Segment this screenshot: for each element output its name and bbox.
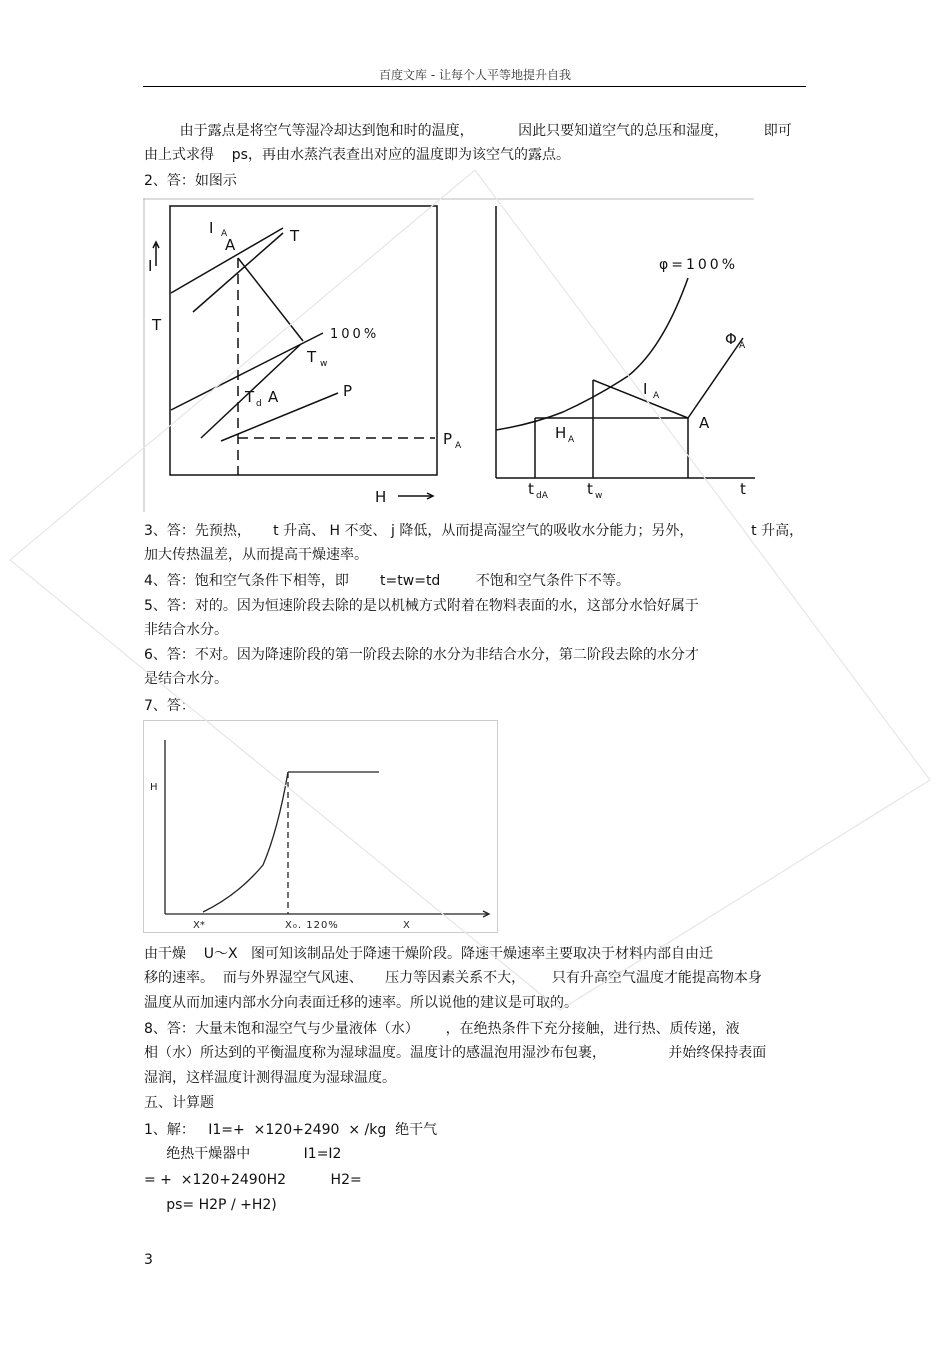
label-h-axis: H <box>375 488 387 506</box>
label-ia-sub: A <box>221 229 228 239</box>
label-tw-right-sub: w <box>595 491 603 501</box>
calc-line-3: = + ×120+2490H2 H2= <box>144 1172 362 1188</box>
label-tda-sub: dA <box>536 491 548 501</box>
p-line <box>221 393 338 441</box>
falling-rate-curve <box>203 772 288 912</box>
label-tda: t <box>528 480 534 498</box>
label-p: P <box>343 382 353 400</box>
answer-5-line-2: 非结合水分。 <box>144 622 228 638</box>
label-t-line: T <box>290 227 300 245</box>
label-ia: I <box>209 219 214 237</box>
answer-4: 4、答：饱和空气条件下相等，即 t=tw=td 不饱和空气条件下不等。 <box>144 573 630 589</box>
adiabatic-line <box>238 258 303 341</box>
answer-8-line-3: 湿润，这样温度计测得温度为湿球温度。 <box>144 1070 396 1086</box>
header-rule <box>143 86 806 87</box>
label-t-axis: T <box>152 316 162 334</box>
label-100pct: 100% <box>330 327 380 342</box>
paragraph-line: 由上式求得 ps，再由水蒸汽表查出对应的温度即为该空气的露点。 <box>144 147 570 163</box>
analysis-line-1: 由干燥 U～X 图可知该制品处于降速干燥阶段。降速干燥速率主要取决于材料内部自由迁 <box>144 946 713 962</box>
label-td-a: A <box>268 388 279 406</box>
answer-5-line-1: 5、答：对的。因为恒速阶段去除的是以机械方式附着在物料表面的水，这部分水恰好属于 <box>144 598 699 614</box>
paragraph-line: 由于露点是将空气等湿冷却达到饱和时的温度， 因此只要知道空气的总压和湿度， 即可 <box>144 123 792 139</box>
label-tw: T <box>307 348 317 366</box>
label-a: A <box>225 236 236 254</box>
answer-6-line-2: 是结合水分。 <box>144 671 228 687</box>
calc-line-2: 绝热干燥器中 I1=I2 <box>144 1146 342 1162</box>
label-i: I <box>148 257 153 275</box>
figure2-label-xstar: X* <box>193 920 205 931</box>
label-phi-a: Φ <box>725 330 737 348</box>
answer-3-line-1: 3、答：先预热， t 升高、 H 不变、 j 降低，从而提高湿空气的吸收水分能力；另外， t 升高， <box>144 523 804 539</box>
page-header: 百度文库 - 让每个人平等地提升自我 <box>379 68 571 82</box>
label-point-a: A <box>699 414 710 432</box>
calc-line-4: ps= H2P / +H2) <box>144 1197 277 1213</box>
ia-line <box>593 380 688 418</box>
figure-ih-diagram <box>143 198 755 512</box>
answer-2: 2、答：如图示 <box>144 173 237 189</box>
figure2-label-h: H <box>150 782 158 793</box>
figure-drying-curve <box>143 720 499 934</box>
calc-line-1: 1、解： I1=+ ×120+2490 × /kg 绝干气 <box>144 1122 438 1138</box>
label-ha-sub: A <box>568 435 575 445</box>
label-ia-right: I <box>643 380 648 398</box>
figure2-label-x0: X₀. 120% <box>285 920 339 931</box>
label-phi-100: φ=100% <box>659 257 738 273</box>
page-number: 3 <box>144 1252 153 1268</box>
answer-6-line-1: 6、答：不对。因为降速阶段的第一阶段去除的水分为非结合水分，第二阶段去除的水分才 <box>144 647 699 663</box>
answer-3-line-2: 加大传热温差，从而提高干燥速率。 <box>144 547 368 563</box>
label-t-right: t <box>740 480 746 498</box>
answer-8-line-1: 8、答：大量未饱和湿空气与少量液体（水） ，在绝热条件下充分接触，进行热、质传递，液 <box>144 1021 740 1037</box>
answer-8-line-2: 相（水）所达到的平衡温度称为湿球温度。温度计的感温泡用湿沙布包裹， 并始终保持表面 <box>144 1045 767 1061</box>
label-td: T <box>245 388 255 406</box>
label-pa: P <box>443 430 453 448</box>
label-ia-right-sub: A <box>653 391 660 401</box>
section-heading-calc: 五、计算题 <box>144 1095 214 1111</box>
analysis-line-2: 移的速率。 而与外界湿空气风速、 压力等因素关系不大， 只有升高空气温度才能提高物本身 <box>144 970 762 986</box>
label-td-sub: d <box>256 399 262 409</box>
label-pa-sub: A <box>455 441 462 451</box>
phi-a-curve <box>688 338 743 418</box>
label-phi-a-sub: A <box>739 341 746 351</box>
figure2-frame <box>144 721 498 933</box>
figure2-label-x: X <box>403 920 410 931</box>
label-ha: H <box>555 424 567 442</box>
label-tw-sub: w <box>320 359 328 369</box>
analysis-line-3: 温度从而加速内部水分向表面迁移的速率。所以说他的建议是可取的。 <box>144 995 578 1011</box>
answer-7: 7、答： <box>144 698 195 714</box>
label-tw-right: t <box>587 480 593 498</box>
